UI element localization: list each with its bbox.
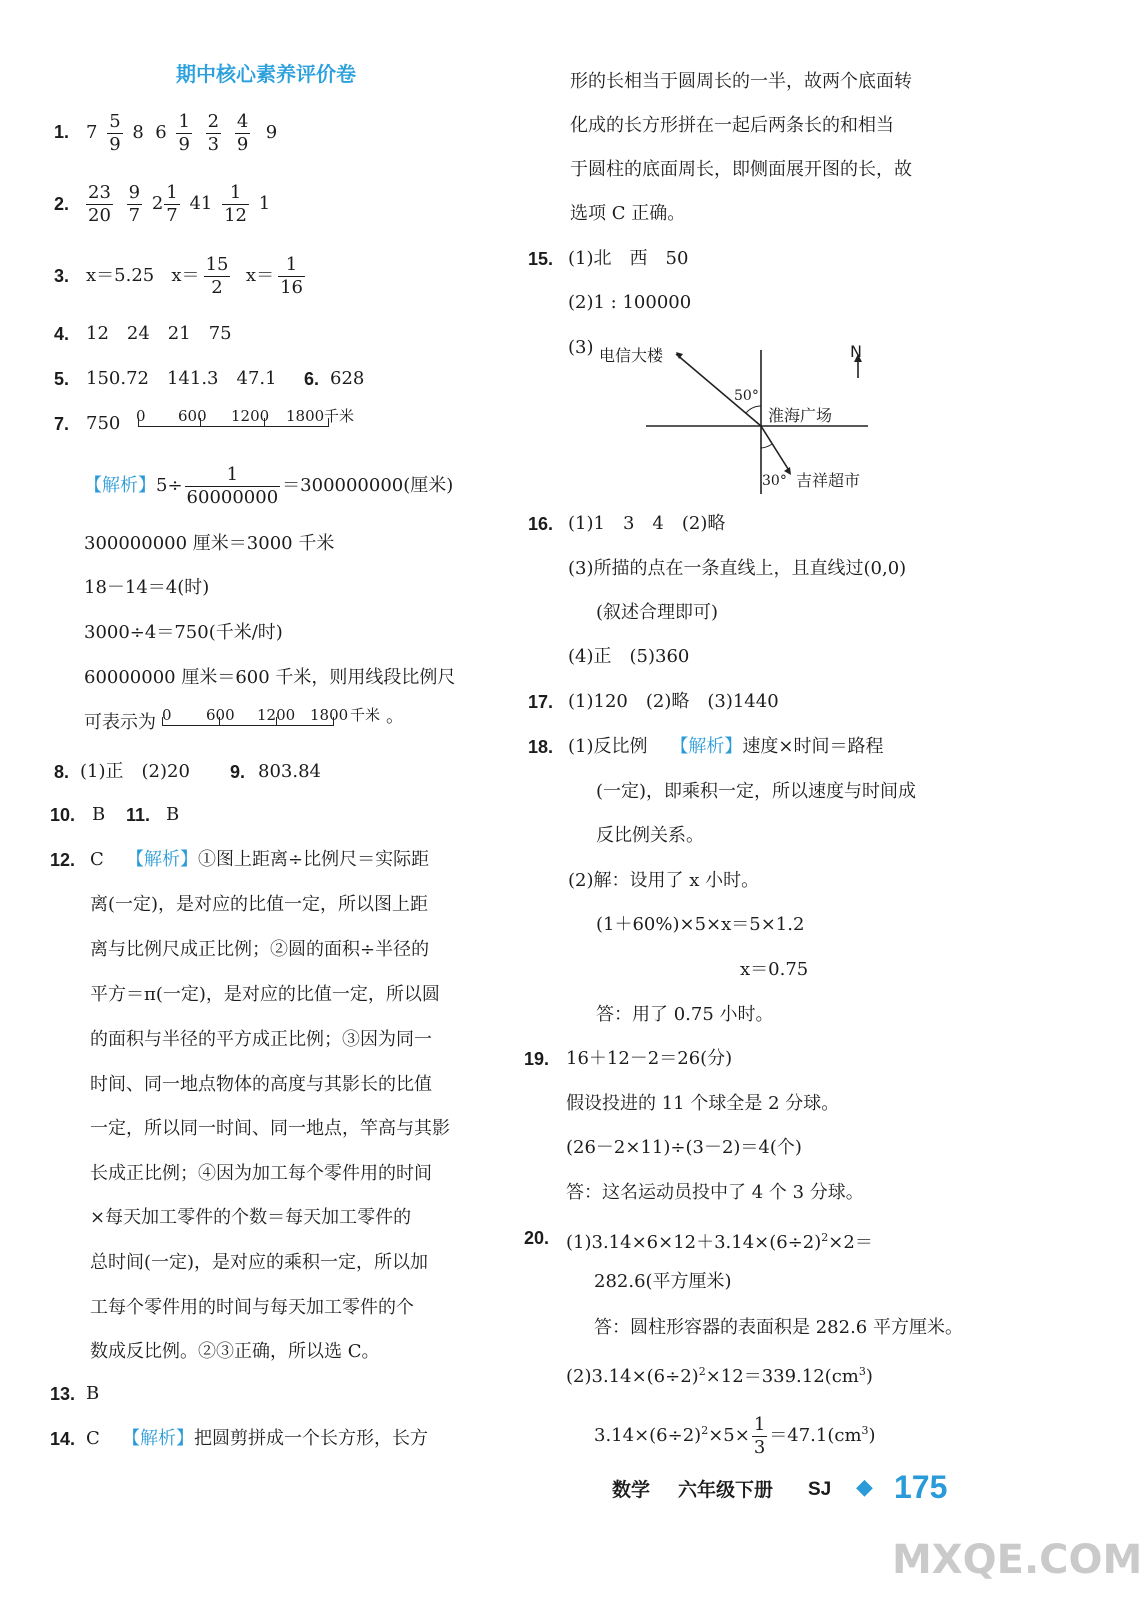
q18-conclusion: 答：用了 0.75 小时。 <box>596 1004 774 1025</box>
q8-answer: (1)正 (2)20 <box>80 761 190 782</box>
q1-number: 1. <box>54 122 70 142</box>
scale-bar-2: 0 600 1200 1800 千米 。 <box>160 705 400 735</box>
q20-number: 20. <box>524 1228 550 1248</box>
q9-answer: 803.84 <box>258 761 321 782</box>
q16-answer-2: (3)所描的点在一条直线上，且直线过(0,0) <box>568 558 907 579</box>
q20-line: 282.6(平方厘米) <box>594 1271 732 1292</box>
q18-equation: (1＋60%)×5×x＝5×1.2 <box>596 914 805 935</box>
q4-answer: 12 24 21 75 <box>86 323 232 344</box>
scale-unit: 千米 <box>324 407 355 425</box>
scale-tick: 600 <box>178 407 207 425</box>
q3-answer: x＝5.25 x＝ $\frac{15}{2}$ x＝ $\frac{1}{16}$ <box>86 253 303 298</box>
q12-explanation-line: 离与比例尺成正比例；②圆的面积÷半径的 <box>90 939 430 960</box>
q14-explanation-line: 于圆柱的底面周长，即侧面展开图的长，故 <box>570 159 912 180</box>
angle-arc <box>761 444 772 448</box>
footer-edition: SJ <box>808 1479 832 1500</box>
route-to-supermarket <box>761 426 790 472</box>
scale-unit: 千米 <box>350 706 381 724</box>
q12-explanation-line: 平方＝π(一定)，是对应的比值一定，所以圆 <box>90 984 440 1005</box>
q7-explanation-line6: 可表示为 <box>84 712 156 733</box>
q15-answer-2: (2)1 : 100000 <box>568 292 692 313</box>
scale-tick: 0 <box>136 407 146 425</box>
q19-line: 假设投进的 11 个球全是 2 分球。 <box>566 1093 840 1114</box>
analysis-tag: 【解析】 <box>122 1428 194 1449</box>
q18-explanation-line: 反比例关系。 <box>596 825 704 846</box>
scale-tick: 1200 <box>257 706 296 724</box>
q6-number: 6. <box>304 369 320 389</box>
q15-answer-1: (1)北 西 50 <box>568 248 689 269</box>
q19-line: 16＋12－2＝26(分) <box>566 1048 733 1069</box>
q20-line: $(1)3.14\times 6\times 12+3.14\times(6\div 2)^2\times 2=$ <box>566 1231 873 1253</box>
q12-explanation-line: 离(一定)，是对应的比值一定，所以图上距 <box>90 894 429 915</box>
label-angle-50: 50° <box>734 388 759 404</box>
q18-solution: x＝0.75 <box>740 959 809 980</box>
q14-explanation-line: 化成的长方形拼在一起后两条长的和相当 <box>570 115 894 136</box>
q12-explanation-line: 【解析】①图上距离÷比例尺＝实际距 <box>126 849 430 870</box>
q18-number: 18. <box>528 737 554 757</box>
page-title: 期中核心素养评价卷 <box>176 62 356 86</box>
q18-explanation-line: (一定)，即乘积一定，所以速度与时间成 <box>596 781 917 802</box>
q11-number: 11. <box>126 805 151 825</box>
q7-explanation-line2: 300000000 厘米＝3000 千米 <box>84 533 335 554</box>
q11-answer: B <box>166 804 180 825</box>
q7-number: 7. <box>54 414 70 434</box>
footer-subject: 数学 <box>612 1479 651 1501</box>
page-number: 175 <box>894 1469 948 1505</box>
q9-number: 9. <box>230 762 246 782</box>
q19-line: 答：这名运动员投中了 4 个 3 分球。 <box>566 1182 864 1203</box>
footer-grade: 六年级下册 <box>678 1479 774 1501</box>
q7-explanation-line1: 【解析】5÷ $\frac{1}{60000000}$ ＝300000000(厘米) <box>84 463 454 508</box>
q16-answer-1: (1)1 3 4 (2)略 <box>568 513 726 534</box>
q8-number: 8. <box>54 762 70 782</box>
q20-line: $3.14\times(6\div 2)^2\times 5\times$ $\frac{1}{3}$ $=47.1(cm^3)$ <box>594 1413 876 1458</box>
q12-explanation-line: 长成正比例；④因为加工每个零件用的时间 <box>90 1163 432 1184</box>
q14-explanation-line: 形的长相当于圆周长的一半，故两个底面转 <box>570 71 912 92</box>
q14-answer: C <box>86 1428 100 1449</box>
label-jixiang-supermarket: 吉祥超市 <box>796 471 861 490</box>
q1-answer: 7 $\frac{5}{9}$ 8 6 $\frac{1}{9}$ $\frac{2}{3}$ $\frac{4}{9}$ 9 <box>86 110 278 155</box>
q12-explanation-line: 时间、同一地点物体的高度与其影长的比值 <box>90 1074 432 1095</box>
watermark-text: MXQE.COM <box>892 1537 1142 1583</box>
scale-tick: 600 <box>206 706 235 724</box>
q12-explanation-line: 总时间(一定)，是对应的乘积一定，所以加 <box>90 1252 429 1273</box>
q20-line: 答：圆柱形容器的表面积是 282.6 平方厘米。 <box>594 1317 963 1338</box>
scale-tick: 1200 <box>231 407 270 425</box>
analysis-tag: 【解析】 <box>670 736 743 757</box>
label-telecom-building: 电信大楼 <box>599 346 664 365</box>
q2-number: 2. <box>54 194 70 214</box>
q7-explanation-line5: 60000000 厘米＝600 千米，则用线段比例尺 <box>84 667 456 688</box>
q10-number: 10. <box>50 805 76 825</box>
label-huaihai-square: 淮海广场 <box>768 406 833 425</box>
q14-explanation-line: 选项 C 正确。 <box>570 203 686 224</box>
q7-explanation-line3: 18－14＝4(时) <box>84 577 210 598</box>
diamond-icon: ◆ <box>856 1475 873 1500</box>
q14-number: 14. <box>50 1429 76 1449</box>
q16-answer-4: (4)正 (5)360 <box>568 646 690 667</box>
scale-tick: 0 <box>162 706 172 724</box>
label-angle-30: 30° <box>762 473 787 489</box>
q20-line: $(2)3.14\times(6\div 2)^2\times 12=339.12(cm^3)$ <box>566 1365 873 1387</box>
q7-answer: 750 <box>86 413 121 434</box>
scale-bar-1 <box>136 406 376 436</box>
scale-tick: 1800 <box>310 706 349 724</box>
q7-explanation-line4: 3000÷4＝750(千米/时) <box>84 622 283 643</box>
q12-explanation-line: 数成反比例。②③正确，所以选 C。 <box>90 1341 380 1362</box>
q17-number: 17. <box>528 692 554 712</box>
q5-number: 5. <box>54 369 70 389</box>
q19-number: 19. <box>524 1049 550 1069</box>
q2-answer: $\frac{23}{20}$ $\frac{9}{7}$ 2 $\frac{1}{7}$ 41 $\frac{1}{12}$ 1 <box>88 181 271 226</box>
q3-number: 3. <box>54 266 70 286</box>
q12-explanation-line: 一定，所以同一时间、同一地点，竿高与其影 <box>90 1118 450 1139</box>
analysis-tag: 【解析】 <box>126 849 198 870</box>
q12-explanation-line: 工每个零件用的时间与每天加工零件的个 <box>90 1297 414 1318</box>
q12-explanation-line: ×每天加工零件的个数＝每天加工零件的 <box>90 1207 412 1228</box>
q15-answer-3: (3) <box>568 337 594 358</box>
q5-answer: 150.72 141.3 47.1 <box>86 368 277 389</box>
analysis-tag: 【解析】 <box>84 475 156 496</box>
label-north: N <box>850 342 862 361</box>
q15-number: 15. <box>528 249 554 269</box>
q10-answer: B <box>92 804 106 825</box>
q16-number: 16. <box>528 514 554 534</box>
q17-answer: (1)120 (2)略 (3)1440 <box>568 691 779 712</box>
q14-explanation-line: 【解析】把圆剪拼成一个长方形，长方 <box>122 1428 428 1449</box>
q6-answer: 628 <box>330 368 365 389</box>
q18-answer-1: (1)反比例 【解析】速度×时间＝路程 <box>568 736 884 757</box>
q12-answer: C <box>90 849 104 870</box>
q12-explanation-line: 的面积与半径的平方成正比例；③因为同一 <box>90 1029 432 1050</box>
q13-answer: B <box>86 1383 100 1404</box>
q12-number: 12. <box>50 850 76 870</box>
q13-number: 13. <box>50 1384 76 1404</box>
q4-number: 4. <box>54 324 70 344</box>
q18-answer-2: (2)解：设用了 x 小时。 <box>568 870 760 891</box>
q19-line: (26－2×11)÷(3－2)＝4(个) <box>566 1137 802 1158</box>
q16-answer-3: (叙述合理即可) <box>596 602 719 623</box>
scale-tick: 1800 <box>286 407 325 425</box>
